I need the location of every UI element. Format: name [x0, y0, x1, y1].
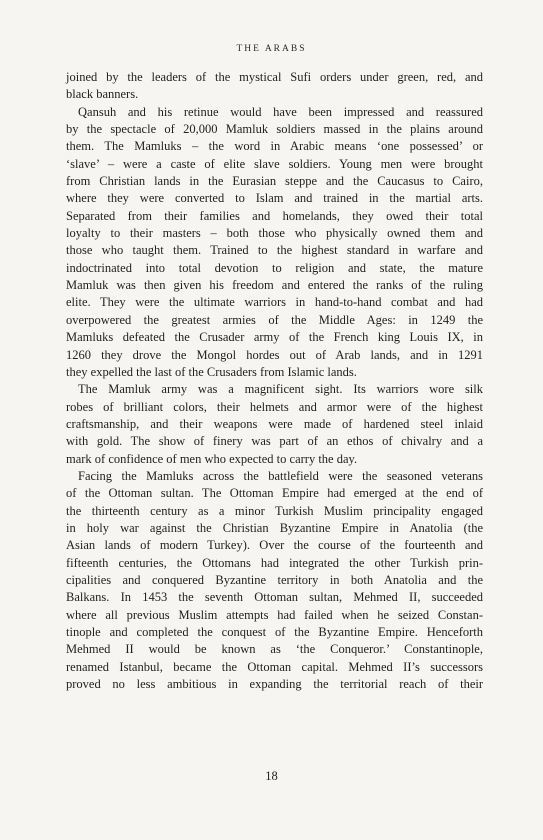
text-line: where they were converted to Islam and trained in the martial arts.	[66, 191, 483, 206]
text-line: where all previous Muslim attempts had failed when he seized Constan-	[66, 607, 483, 622]
text-line: Balkans. In 1453 the seventh Ottoman sultan, Mehmed II, succeeded	[66, 590, 483, 605]
text-line: joined by the leaders of the mystical Sufi orders under green, red, and	[66, 70, 483, 84]
text-line: of the Ottoman sultan. The Ottoman Empire had emerged at the end of	[66, 486, 483, 501]
text-line: Mamluks defeated the Crusader army of the French king Louis IX, in	[66, 330, 483, 345]
text-line: fifteenth centuries, the Ottomans had integrated the other Turkish prin-	[66, 555, 483, 570]
text-line: craftsmanship, and their weapons were made of hardened steel inlaid	[66, 416, 483, 431]
text-line: tinople and completed the conquest of the Byzantine Empire. Henceforth	[66, 625, 483, 639]
text-line: those who taught them. Trained to the highest standard in warfare and	[66, 243, 483, 258]
paragraph-1	[66, 69, 483, 104]
text-line: The Mamluk army was a magnificent sight. Its warriors wore silk	[78, 382, 483, 397]
paragraph-3	[66, 381, 483, 468]
text-line: elite. They were the ultimate warriors in hand-to-hand combat and had	[66, 295, 483, 310]
running-head: THE ARABS	[236, 44, 307, 54]
text-line: from Christian lands in the Eurasian steppe and the Caucasus to Cairo,	[66, 174, 483, 189]
paragraph-2	[66, 104, 483, 382]
text-line: indoctrinated into total devotion to religion and state, the mature	[66, 260, 483, 275]
text-line: loyalty to their masters – both those who physically owned them and	[66, 226, 483, 241]
text-line: mark of confidence of men who expected to carry the day.	[66, 451, 358, 466]
text-line: Mehmed II would be known as ‘the Conqueror.’ Constantinople,	[66, 642, 483, 657]
text-line: with gold. The show of finery was part of an ethos of chivalry and a	[66, 434, 483, 449]
text-line: ‘slave’ – were a caste of elite slave soldiers. Young men were brought	[66, 156, 483, 171]
text-line: Separated from their families and homelands, they owed their total	[66, 208, 483, 223]
text-line: Facing the Mamluks across the battlefield were the seasoned veterans	[78, 468, 483, 483]
text-line: in holy war against the Christian Byzantine Empire in Anatolia (the	[66, 520, 483, 535]
page-number: 18	[265, 769, 278, 783]
text-line: black banners.	[66, 87, 139, 102]
text-line: them. The Mamluks – the word in Arabic means ‘one possessed’ or	[66, 139, 483, 154]
text-line: the thirteenth century as a minor Turkish Muslim principality engaged	[66, 503, 483, 518]
text-line: Qansuh and his retinue would have been impressed and reassured	[78, 104, 483, 119]
text-line: by the spectacle of 20,000 Mamluk soldiers massed in the plains around	[66, 122, 483, 137]
text-line: renamed Istanbul, became the Ottoman capital. Mehmed II’s successors	[66, 659, 483, 674]
text-line: Mamluk was then given his freedom and entered the ranks of the ruling	[66, 278, 483, 293]
text-line: robes of brilliant colors, their helmets and armor were of the highest	[66, 399, 483, 414]
body-text	[66, 69, 483, 693]
text-line: they expelled the last of the Crusaders from Islamic lands.	[66, 364, 357, 379]
paragraph-4	[66, 468, 483, 693]
text-line: 1260 they drove the Mongol hordes out of Arab lands, and in 1291	[66, 347, 483, 362]
text-line: cipalities and conquered Byzantine territory in both Anatolia and the	[66, 572, 483, 587]
text-line: Asian lands of modern Turkey). Over the course of the fourteenth and	[66, 538, 483, 553]
text-line: proved no less ambitious in expanding the territorial reach of their	[66, 677, 483, 692]
text-line: overpowered the greatest armies of the Middle Ages: in 1249 the	[66, 312, 483, 327]
